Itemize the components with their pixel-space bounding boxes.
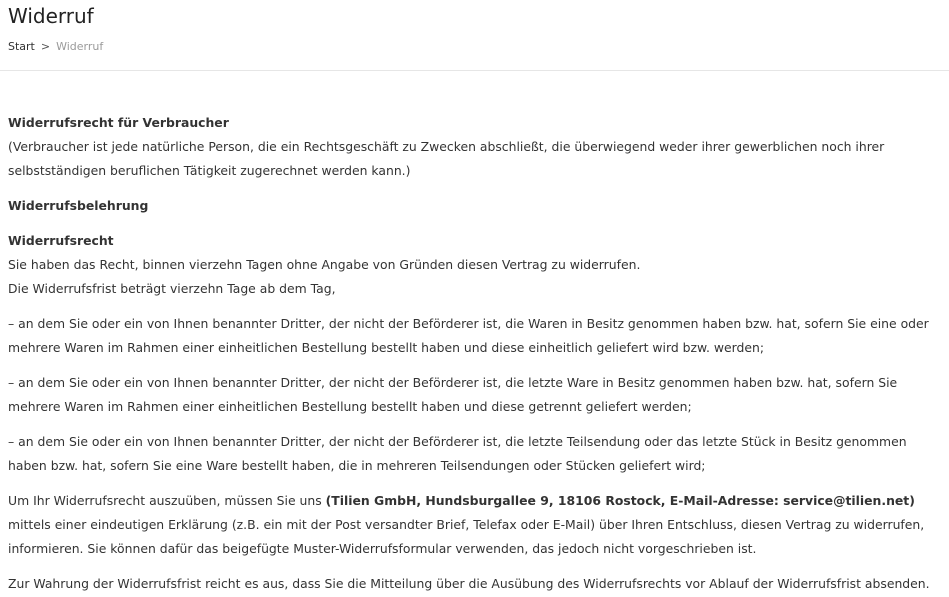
breadcrumb-separator: > [40,40,51,53]
section-widerrufsrecht [8,229,941,301]
page-header [0,0,949,71]
paragraph-wahrung: Zur Wahrung der Widerrufsfrist reicht es aus, dass Sie die Mitteilung über die Ausübung des Widerrufsrechts vor Ablauf der Widerrufsfrist absenden. [8,576,930,591]
paragraph-ausueben-rest: mittels einer eindeutigen Erklärung (z.B. ein mit der Post versandter Brief, Telefax oder E-Mail) über Ihren Entschluss, diesen Vertrag zu widerrufen, informieren. Sie können dafür das beigefügte Muster-Widerrufsformular verwenden, das jedoch nicht vorgeschrieben ist. [8,517,925,556]
breadcrumb [8,40,941,54]
breadcrumb-current: Widerruf [56,40,104,53]
heading-widerrufsbelehrung: Widerrufsbelehrung [8,198,149,213]
heading-widerrufsrecht: Widerrufsrecht [8,233,114,248]
list-item-waren: – an dem Sie oder ein von Ihnen benannter Dritter, der nicht der Beförderer ist, die Waren in Besitz genommen haben bzw. hat, sofern Sie eine oder mehrere Waren im Rahmen einer einheitlichen Bestellung bestellt haben und diese einheitlich geliefert wird bzw. werden; [8,316,929,355]
section-belehrung [8,194,941,218]
list-item-letzte-ware: – an dem Sie oder ein von Ihnen benannter Dritter, der nicht der Beförderer ist, die letzte Ware in Besitz genommen haben bzw. hat, sofern Sie mehrere Waren im Rahmen einer einheitlichen Bestellung bestellt haben und diese getrennt geliefert werden; [8,375,898,414]
list-item-teilsendung: – an dem Sie oder ein von Ihnen benannter Dritter, der nicht der Beförderer ist, die letzte Teilsendung oder das letzte Stück in Besitz genommen haben bzw. hat, sofern Sie eine Ware bestellt haben, die in mehreren Teilsendungen oder Stücken geliefert wird; [8,434,907,473]
paragraph-recht-binnen: Sie haben das Recht, binnen vierzehn Tagen ohne Angabe von Gründen diesen Vertrag zu widerrufen. [8,257,641,272]
breadcrumb-home-link[interactable]: Start [8,40,35,53]
paragraph-ausueben-intro: Um Ihr Widerrufsrecht auszuüben, müssen Sie uns [8,493,326,508]
paragraph-widerrufsfrist: Die Widerrufsfrist beträgt vierzehn Tage ab dem Tag, [8,281,336,296]
heading-widerrufsrecht-verbraucher: Widerrufsrecht für Verbraucher [8,115,229,130]
page-content [0,71,949,596]
paragraph-ausueben [8,489,941,561]
page-title: Widerruf [8,4,94,28]
section-verbraucher [8,111,941,183]
paragraph-verbraucher-definition: (Verbraucher ist jede natürliche Person, die ein Rechtsgeschäft zu Zwecken abschließt, die überwiegend weder ihrer gewerblichen noch ihrer selbstständigen beruflichen Tätigkeit zugerechnet werden kann.) [8,139,885,178]
company-contact: (Tilien GmbH, Hundsburgallee 9, 18106 Rostock, E-Mail-Adresse: service@tilien.net) [325,493,915,508]
